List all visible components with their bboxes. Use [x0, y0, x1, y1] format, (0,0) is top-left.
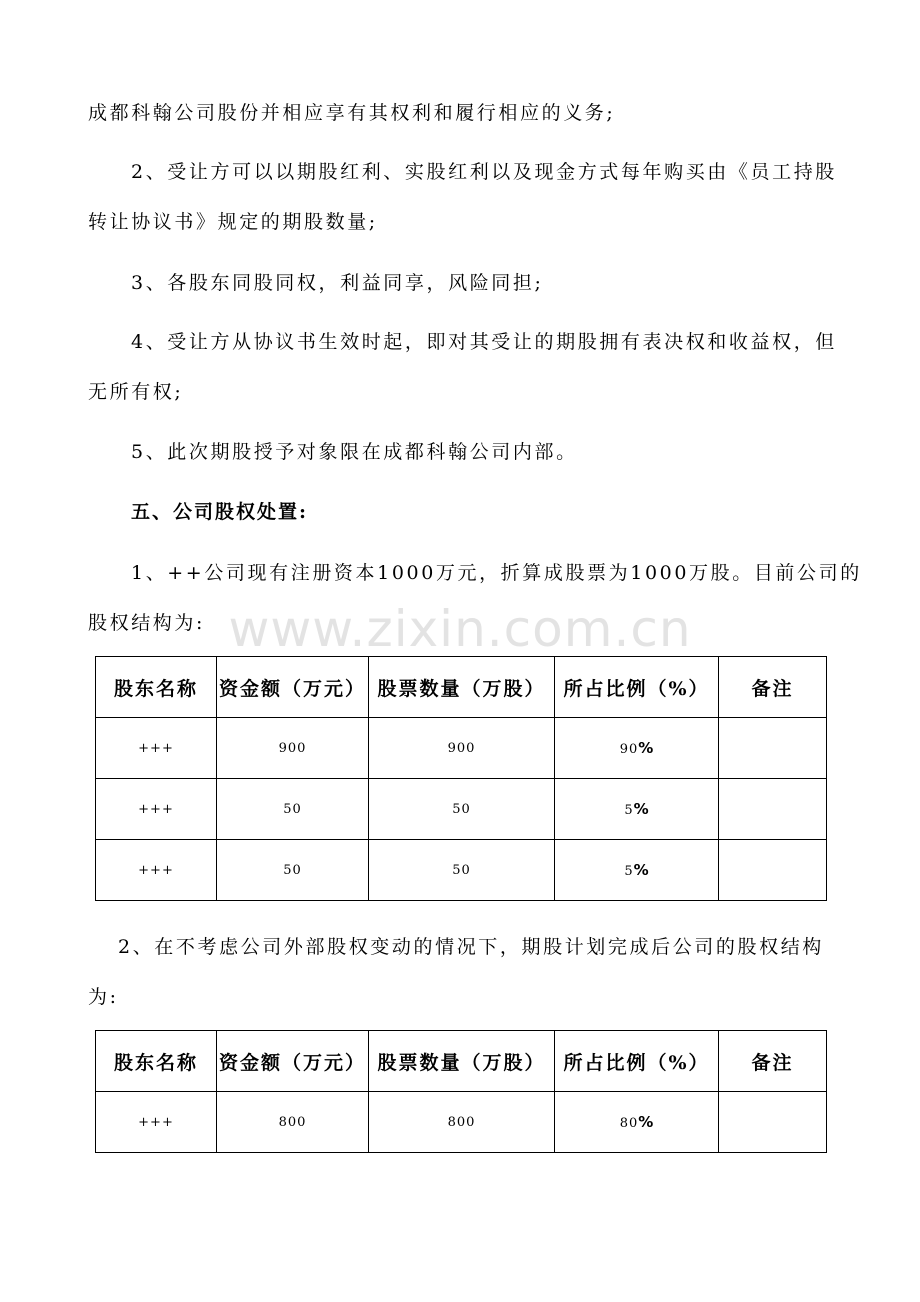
- ratio-value: 80: [619, 1116, 639, 1131]
- header-capital-amount: 资金额（万元）: [217, 657, 369, 718]
- cell-share-quantity: 50: [369, 779, 555, 840]
- table-header-row: [96, 657, 827, 718]
- cell-ownership-ratio: [555, 779, 719, 840]
- cell-capital-amount: 50: [217, 840, 369, 901]
- cell-ownership-ratio: [555, 1092, 719, 1153]
- table-row: [96, 779, 827, 840]
- ratio-value: 5: [624, 864, 634, 879]
- percent-sign: %: [638, 739, 654, 757]
- paragraph-text: 2、受让方可以以期股红利、实股红利以及现金方式每年购买由《员工持股: [131, 161, 837, 183]
- paragraph-text: 4、受让方从协议书生效时起，即对其受让的期股拥有表决权和收益权，但: [131, 331, 837, 353]
- table-header-row: [96, 1031, 827, 1092]
- cell-remarks: [719, 1092, 827, 1153]
- watermark: www.zixin.com.cn: [228, 600, 692, 658]
- paragraph-text: 5、此次期股授予对象限在成都科翰公司内部。: [131, 441, 578, 463]
- header-remarks: 备注: [719, 1031, 827, 1092]
- cell-shareholder-name: +++: [96, 1092, 217, 1153]
- percent-sign: %: [633, 861, 649, 879]
- cell-shareholder-name: +++: [96, 779, 217, 840]
- paragraph-text: 为:: [88, 986, 119, 1008]
- cell-capital-amount: 50: [217, 779, 369, 840]
- header-share-quantity: 股票数量（万股）: [369, 1031, 555, 1092]
- section-heading: 五、公司股权处置:: [131, 501, 309, 523]
- cell-ownership-ratio: [555, 718, 719, 779]
- header-shareholder-name: 股东名称: [96, 1031, 217, 1092]
- cell-shareholder-name: +++: [96, 718, 217, 779]
- percent-sign: %: [638, 1113, 654, 1131]
- header-ownership-ratio: 所占比例（%）: [555, 1031, 719, 1092]
- paragraph-text: 股权结构为:: [88, 612, 206, 634]
- paragraph-text: 2、在不考虑公司外部股权变动的情况下，期股计划完成后公司的股权结构: [118, 936, 824, 958]
- equity-table-after-plan: [95, 1030, 827, 1153]
- header-shareholder-name: 股东名称: [96, 657, 217, 718]
- equity-table-current: [95, 656, 827, 901]
- ratio-value: 5: [624, 803, 634, 818]
- paragraph-text: 无所有权;: [88, 381, 184, 403]
- cell-ownership-ratio: [555, 840, 719, 901]
- header-remarks: 备注: [719, 657, 827, 718]
- cell-capital-amount: 800: [217, 1092, 369, 1153]
- paragraph-text: 1、++公司现有注册资本1000万元，折算成股票为1000万股。目前公司的: [131, 562, 862, 584]
- cell-remarks: [719, 718, 827, 779]
- paragraph-text: 成都科翰公司股份并相应享有其权利和履行相应的义务;: [88, 102, 616, 124]
- percent-sign: %: [633, 800, 649, 818]
- cell-remarks: [719, 779, 827, 840]
- cell-share-quantity: 900: [369, 718, 555, 779]
- table-row: [96, 840, 827, 901]
- table-row: [96, 1092, 827, 1153]
- header-capital-amount: 资金额（万元）: [217, 1031, 369, 1092]
- ratio-value: 90: [619, 742, 639, 757]
- cell-capital-amount: 900: [217, 718, 369, 779]
- cell-share-quantity: 50: [369, 840, 555, 901]
- paragraph-text: 3、各股东同股同权，利益同享，风险同担;: [131, 272, 544, 294]
- cell-shareholder-name: +++: [96, 840, 217, 901]
- paragraph-text: 转让协议书》规定的期股数量;: [88, 211, 378, 233]
- cell-share-quantity: 800: [369, 1092, 555, 1153]
- cell-remarks: [719, 840, 827, 901]
- table-row: [96, 718, 827, 779]
- header-ownership-ratio: 所占比例（%）: [555, 657, 719, 718]
- header-share-quantity: 股票数量（万股）: [369, 657, 555, 718]
